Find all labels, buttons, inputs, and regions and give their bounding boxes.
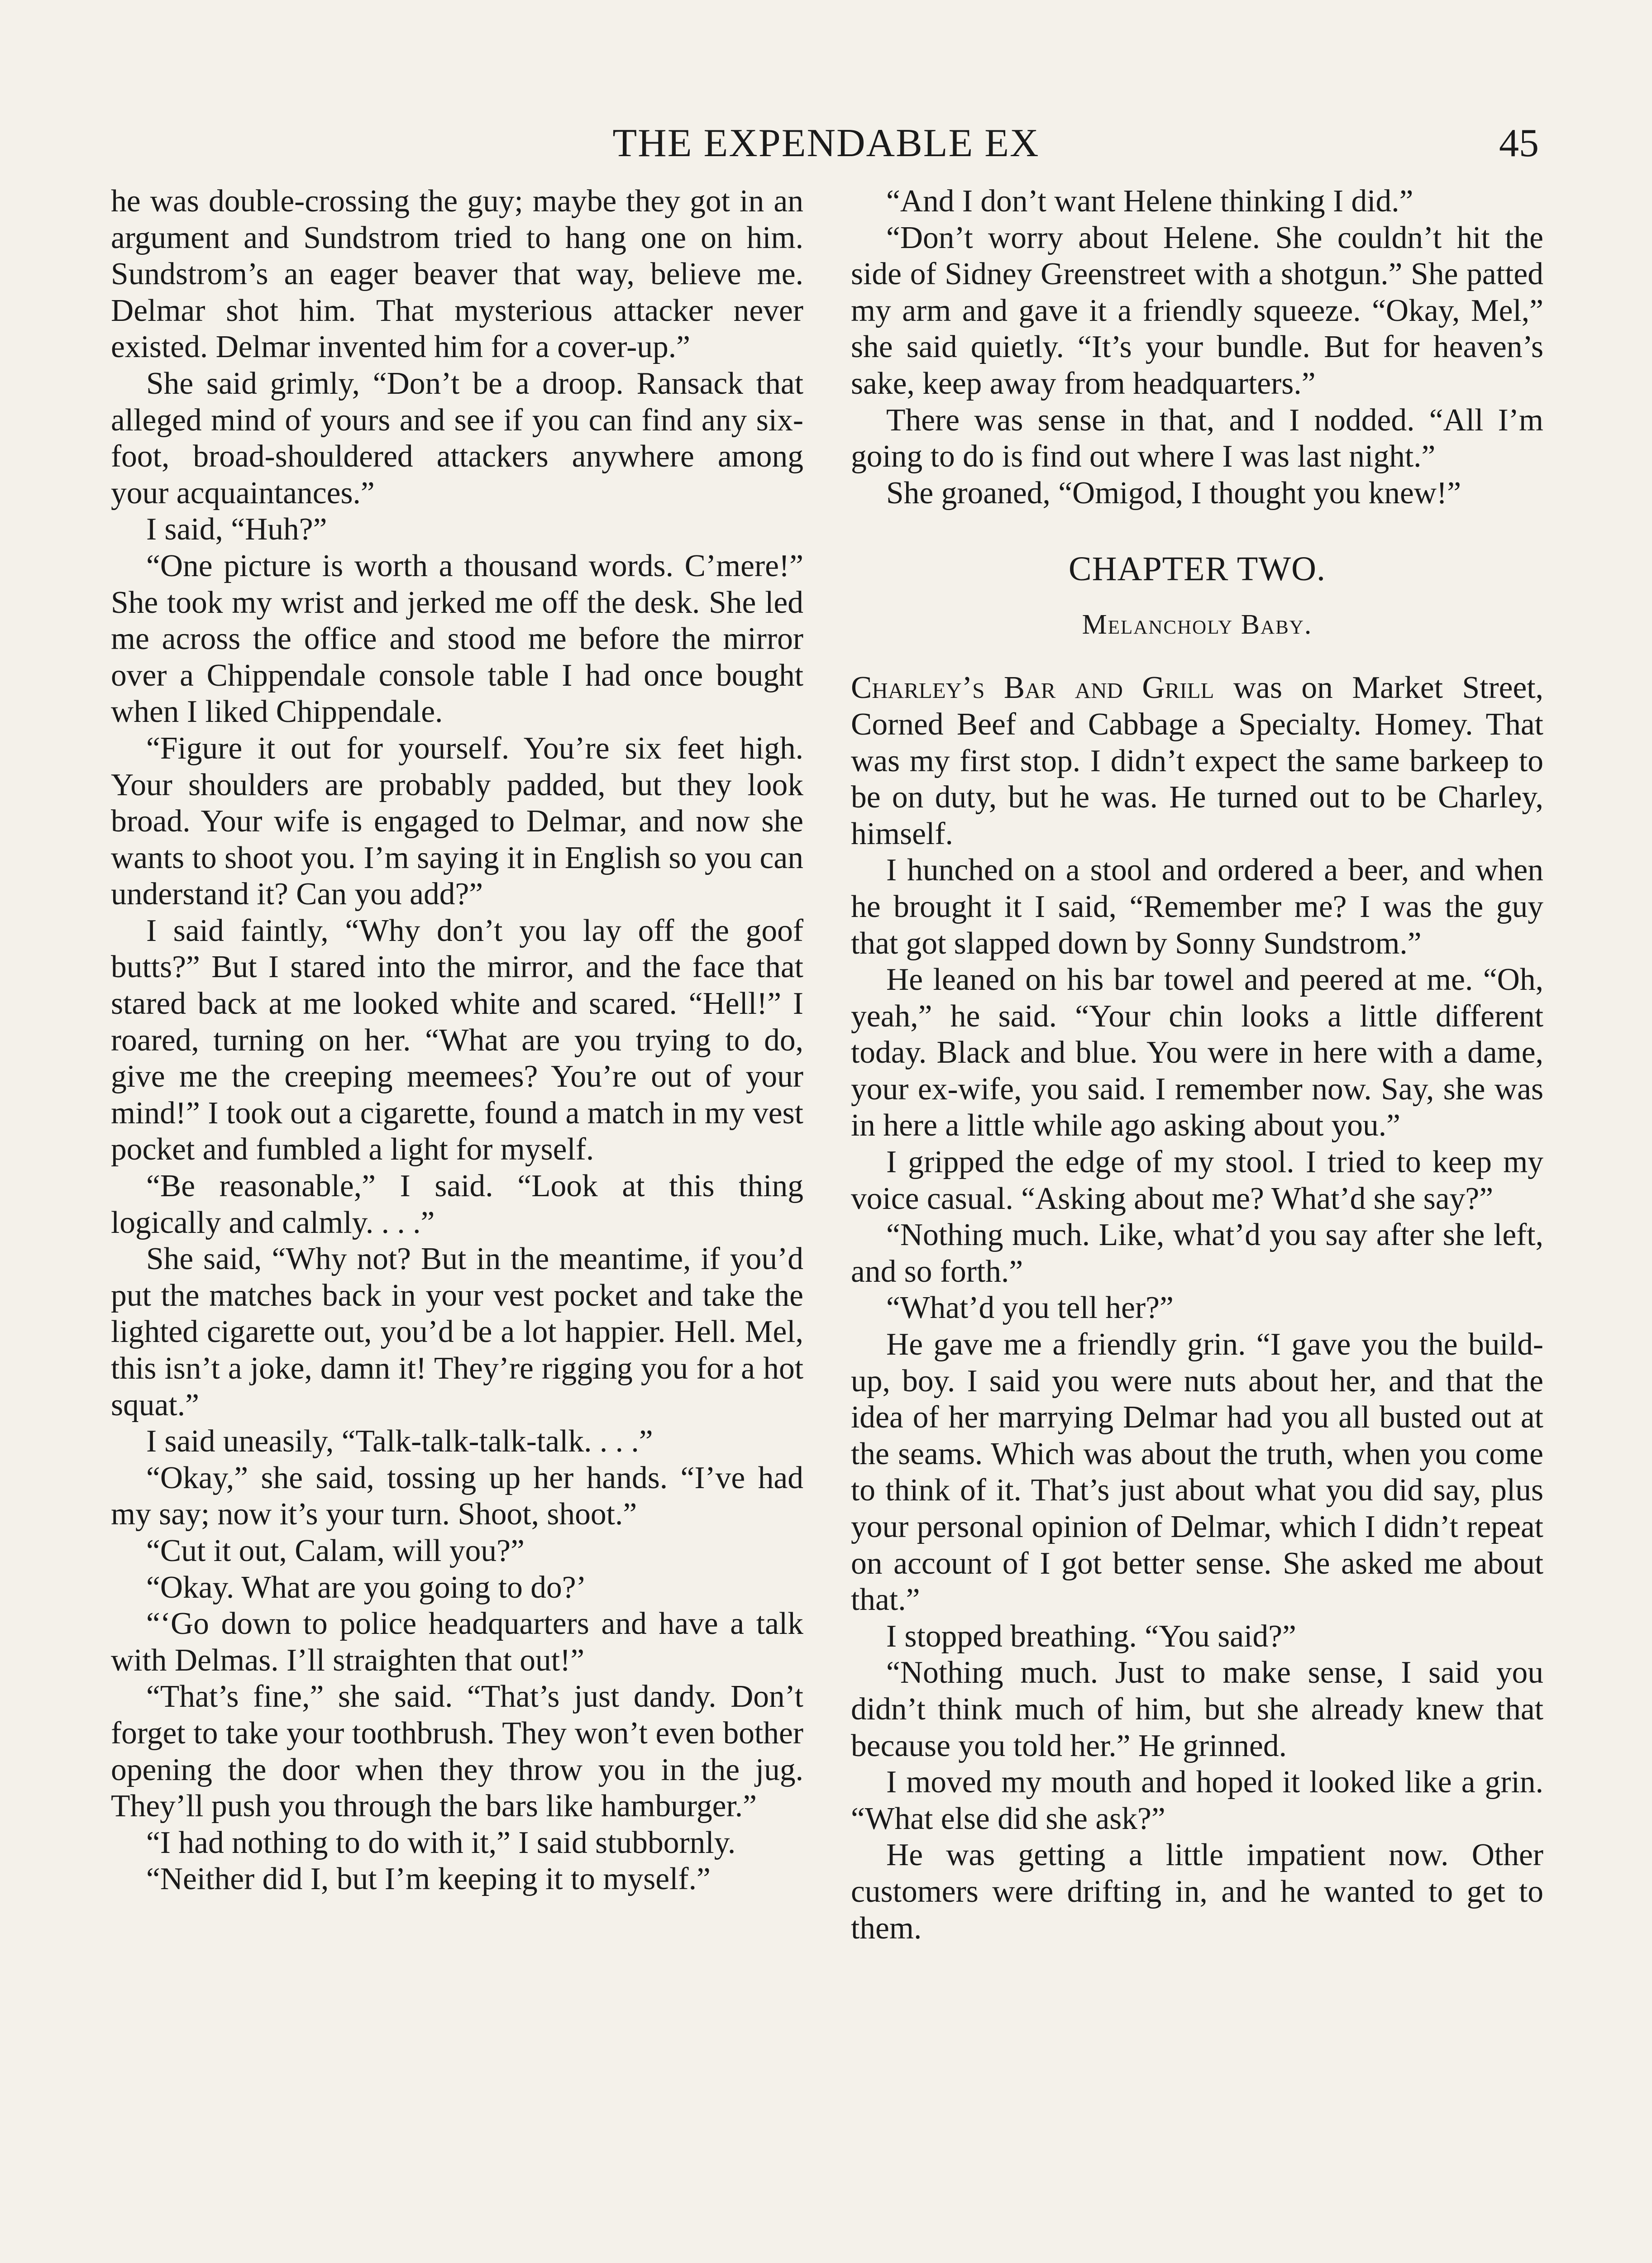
- paragraph: “Okay. What are you going to do?’: [146, 1570, 587, 1605]
- chapter-opening-text: was on Market Street, Corned Beef and Cabbage a Specialty. Homey. That was my first stop. I didn’t expect the same barkeep to be on duty, but he was. He turned out to be Charley, himself.: [851, 670, 1544, 851]
- paragraph: She said grimly, “Don’t be a droop. Ransack that alleged mind of yours and see if you can find any six-foot, broad-shouldered attackers anywhere among your acquaintances.”: [111, 366, 803, 511]
- left-column: [111, 183, 803, 2263]
- paragraph: He gave me a friendly grin. “I gave you the build-up, boy. I said you were nuts about her, and that the idea of her marrying Delmar had you all busted out at the seams. Which was about the truth, when you come to think of it. That’s just about what you did say, plus your personal opinion of Delmar, which I didn’t repeat on account of I got better sense. She asked me about that.”: [851, 1327, 1543, 1618]
- paragraph: “Neither did I, but I’m keeping it to myself.”: [146, 1862, 711, 1897]
- paragraph: “What’d you tell her?”: [886, 1290, 1174, 1326]
- paragraph: “Be reasonable,” I said. “Look at this thing logically and calmly. . . .”: [111, 1169, 803, 1240]
- chapter-subtitle: Melancholy Baby.: [1082, 609, 1313, 640]
- chapter-title: CHAPTER TWO.: [1069, 550, 1326, 588]
- paragraph: “That’s fine,” she said. “That’s just dandy. Don’t forget to take your toothbrush. They won’t even bother opening the door when they throw you in the jug. They’ll push you through the bars like hamburger.”: [111, 1679, 803, 1824]
- paragraph: She groaned, “Omigod, I thought you knew!”: [886, 475, 1461, 511]
- paragraph: He leaned on his bar towel and peered at me. “Oh, yeah,” he said. “Your chin looks a little different today. Black and blue. You were in here with a dame, your ex-wife, you said. I remember now. Say, she was in here a little while ago asking about you.”: [851, 962, 1543, 1143]
- paragraph: “Nothing much. Like, what’d you say after she left, and so forth.”: [851, 1217, 1543, 1289]
- paragraph: “Nothing much. Just to make sense, I said you didn’t think much of him, but she already knew that because you told her.” He grinned.: [851, 1655, 1543, 1763]
- running-title: THE EXPENDABLE EX: [612, 121, 1040, 165]
- right-column: [851, 183, 1543, 2263]
- paragraph: “Don’t worry about Helene. She couldn’t hit the side of Sidney Greenstreet with a shotgun.” She patted my arm and gave it a friendly squeeze. “Okay, Mel,” she said quietly. “It’s your bundle. But for heaven’s sake, keep away from headquarters.”: [851, 220, 1543, 401]
- paragraph: She said, “Why not? But in the meantime, if you’d put the matches back in your vest pocket and take the lighted cigarette out, you’d be a lot happier. Hell. Mel, this isn’t a joke, damn it! They’re rigging you for a hot squat.”: [111, 1241, 803, 1423]
- paragraph: “Figure it out for yourself. You’re six feet high. Your shoulders are probably padded, but they look broad. Your wife is engaged to Delmar, and now she wants to shoot you. I’m saying it in English so you can understand it? Can you add?”: [111, 730, 803, 912]
- paragraph: “And I don’t want Helene thinking I did.”: [886, 184, 1413, 219]
- paragraph: I said uneasily, “Talk-talk-talk-talk. . . .”: [146, 1424, 653, 1459]
- paragraph: “Cut it out, Calam, will you?”: [146, 1533, 525, 1568]
- paragraph: “I had nothing to do with it,” I said stubbornly.: [146, 1825, 736, 1860]
- paragraph: I hunched on a stool and ordered a beer, and when he brought it I said, “Remember me? I was the guy that got slapped down by Sonny Sundstrom.”: [851, 853, 1543, 961]
- paragraph: I said faintly, “Why don’t you lay off the goof butts?” But I stared into the mirror, and the face that stared back at me looked white and scared. “Hell!” I roared, turning on her. “What are you trying to do, give me the creeping meemees? You’re out of your mind!” I took out a cigarette, found a match in my vest pocket and fumbled a light for myself.: [111, 913, 803, 1167]
- chapter-opening-smallcaps: Charley’s Bar and Grill: [851, 670, 1214, 706]
- paragraph: He was getting a little impatient now. Other customers were drifting in, and he wanted to get to them.: [851, 1838, 1543, 1946]
- chapter-opening-paragraph: [851, 670, 1543, 852]
- paragraph: I moved my mouth and hoped it looked like a grin. “What else did she ask?”: [851, 1765, 1543, 1836]
- page-number: 45: [1499, 121, 1539, 165]
- paragraph: There was sense in that, and I nodded. “All I’m going to do is find out where I was last night.”: [851, 402, 1543, 474]
- paragraph: he was double-crossing the guy; maybe they got in an argument and Sundstrom tried to hang one on him. Sundstrom’s an eager beaver that way, believe me. Delmar shot him. That mysterious attacker never existed. Delmar invented him for a cover-up.”: [111, 184, 803, 365]
- paragraph: I stopped breathing. “You said?”: [886, 1618, 1296, 1654]
- paragraph: “‘Go down to police headquarters and have a talk with Delmas. I’ll straighten that out!”: [111, 1606, 803, 1678]
- paragraph: I gripped the edge of my stool. I tried to keep my voice casual. “Asking about me? What’d she say?”: [851, 1145, 1543, 1216]
- paragraph: “One picture is worth a thousand words. C’mere!” She took my wrist and jerked me off the desk. She led me across the office and stood me before the mirror over a Chippendale console table I had once bought when I liked Chippendale.: [111, 548, 803, 730]
- running-head: [113, 119, 1539, 168]
- paragraph: I said, “Huh?”: [146, 512, 327, 547]
- paragraph: “Okay,” she said, tossing up her hands. “I’ve had my say; now it’s your turn. Shoot, shoot.”: [111, 1460, 803, 1532]
